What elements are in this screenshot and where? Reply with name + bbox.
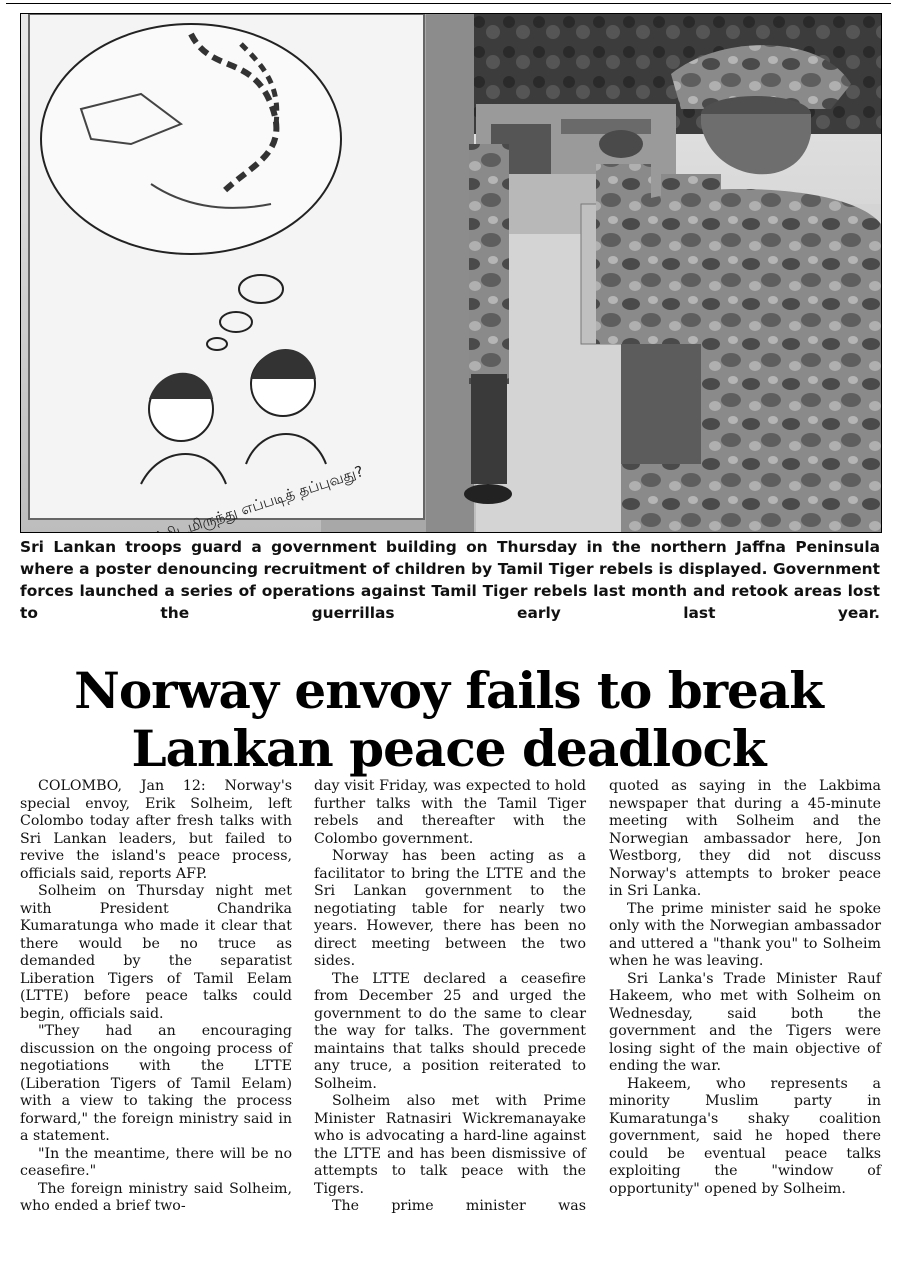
article-paragraph: The foreign ministry said Solheim, who ended a brief two- <box>20 1180 292 1214</box>
article-paragraph: quoted as saying in the Lakbima newspaper that during a 45-minute meeting with Solheim and the Norwegian ambassador here, Jon Westborg, they did not discuss Norway's attempts to broker peace in Sri Lanka. <box>609 778 881 899</box>
article-paragraph: The LTTE declared a ceasefire from December 25 and urged the government to do the same to clear the way for talks. The government maintains that talks should precede any truce, a position reiterated to Solheim. <box>314 970 586 1092</box>
article-column-1 <box>20 778 292 1216</box>
photo-caption: Sri Lankan troops guard a government building on Thursday in the northern Jaffna Peninsula where a poster denouncing recruitment of children by Tamil Tiger rebels is displayed. Government forces launched a series of operations against Tamil Tiger rebels last month and retook areas lost to the guerrillas early last year. <box>20 538 880 622</box>
article-paragraph: COLOMBO, Jan 12: Norway's special envoy, Erik Solheim, left Colombo today after fresh talks with Sri Lankan leaders, but failed to revive the island's peace process, officials said, reports AFP. <box>20 778 292 882</box>
article-paragraph: "They had an encouraging discussion on the ongoing process of negotiations with the LTTE (Liberation Tigers of Tamil Eelam) with a view to taking the process forward," the foreign ministry said in a statement. <box>20 1023 292 1144</box>
article-paragraph: Solheim on Thursday night met with President Chandrika Kumaratunga who made it clear that there would be no truce as demanded by the separatist Liberation Tigers of Tamil Eelam (LTTE) before peace talks could begin, officials said. <box>20 883 292 1022</box>
article-column-3 <box>609 778 881 1198</box>
article-column-2 <box>314 778 586 1216</box>
top-rule <box>6 3 891 4</box>
article-paragraph: "In the meantime, there will be no ceasefire." <box>20 1145 292 1179</box>
article-paragraph: Norway has been acting as a facilitator to bring the LTTE and the Sri Lankan government to the negotiating table for nearly two years. However, there has been no direct meeting between the two sides. <box>314 848 586 969</box>
article-paragraph: Hakeem, who represents a minority Muslim party in Kumaratunga's shaky coalition government, said he hoped there could be eventual peace talks exploiting the "window of opportunity" opened by Solheim. <box>609 1075 881 1197</box>
article-paragraph: day visit Friday, was expected to hold further talks with the Tamil Tiger rebels and thereafter with the Colombo government. <box>314 778 586 847</box>
article-paragraph: Solheim also met with Prime Minister Ratnasiri Wickremanayake who is advocating a hard-line against the LTTE and has been dismissive of attempts to talk peace with the Tigers. <box>314 1093 586 1197</box>
photo-illustration <box>21 14 881 532</box>
headline: Norway envoy fails to break Lankan peace deadlock <box>74 660 823 778</box>
article-paragraph: The prime minister was <box>332 1198 586 1214</box>
article-paragraph: The prime minister said he spoke only with the Norwegian ambassador and uttered a "thank you" to Solheim when he was leaving. <box>609 900 881 969</box>
news-photo <box>20 13 882 533</box>
article-paragraph: Sri Lanka's Trade Minister Rauf Hakeem, who met with Solheim on Wednesday, said both the government and the Tigers were losing sight of the main objective of ending the war. <box>609 970 881 1074</box>
